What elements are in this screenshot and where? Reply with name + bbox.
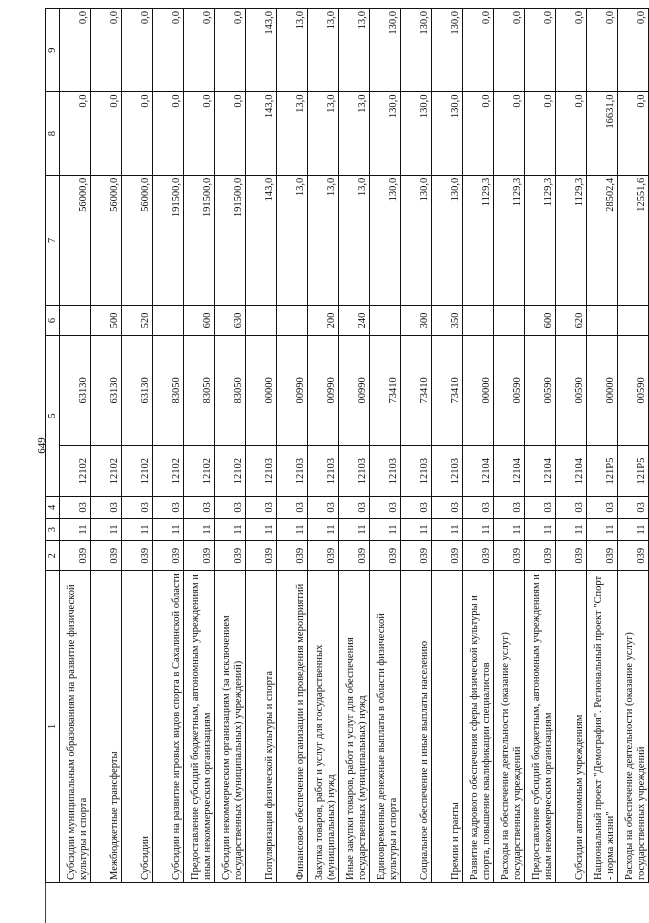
row-name: Популяризация физической культуры и спорта (246, 571, 277, 883)
amount-year-3: 0,0 (525, 9, 556, 92)
amount-year-2: 13,0 (277, 92, 308, 175)
amount-year-3: 0,0 (153, 9, 184, 92)
amount-year-1: 130,0 (401, 175, 432, 305)
code-expense-type (246, 306, 277, 336)
code-target-b: 00590 (525, 335, 556, 445)
code-target-a: 12103 (432, 446, 463, 497)
code-subsection: 03 (246, 497, 277, 519)
code-gov: 039 (587, 541, 618, 571)
amount-year-2: 130,0 (370, 92, 401, 175)
amount-year-3: 13,0 (339, 9, 370, 92)
code-target-b: 83050 (184, 335, 215, 445)
code-gov: 039 (339, 541, 370, 571)
code-gov: 039 (556, 541, 587, 571)
table-row (618, 9, 649, 883)
code-expense-type: 600 (525, 306, 556, 336)
code-target-a: 12102 (215, 446, 246, 497)
amount-year-1: 1129,3 (463, 175, 494, 305)
code-target-a: 12103 (370, 446, 401, 497)
code-section: 11 (122, 518, 153, 541)
code-subsection: 03 (463, 497, 494, 519)
code-target-b: 00990 (308, 335, 339, 445)
amount-year-1: 28502,4 (587, 175, 618, 305)
row-name: Субсидии автономным учреждениям (556, 571, 587, 883)
code-subsection: 03 (370, 497, 401, 519)
amount-year-3: 0,0 (556, 9, 587, 92)
row-name: Закупка товаров, работ и услуг для государственных (муниципальных) нужд (308, 571, 339, 883)
code-gov: 039 (91, 541, 122, 571)
code-section: 11 (246, 518, 277, 541)
row-name: Предоставление субсидий бюджетным, автономным учреждениям и иным некоммерческим организациям (184, 571, 215, 883)
code-expense-type: 200 (308, 306, 339, 336)
amount-year-3: 13,0 (277, 9, 308, 92)
amount-year-3: 0,0 (587, 9, 618, 92)
amount-year-3: 130,0 (370, 9, 401, 92)
code-gov: 039 (308, 541, 339, 571)
table-row (370, 9, 401, 883)
code-subsection: 03 (618, 497, 649, 519)
code-target-b: 83050 (215, 335, 246, 445)
amount-year-3: 0,0 (463, 9, 494, 92)
header-col-1: 1 (46, 571, 60, 883)
amount-year-3: 0,0 (91, 9, 122, 92)
code-target-b: 73410 (401, 335, 432, 445)
table-row (122, 9, 153, 883)
code-expense-type (463, 306, 494, 336)
code-target-b: 00000 (246, 335, 277, 445)
amount-year-1: 1129,3 (494, 175, 525, 305)
code-expense-type: 520 (122, 306, 153, 336)
code-subsection: 03 (308, 497, 339, 519)
code-expense-type: 300 (401, 306, 432, 336)
code-target-a: 12102 (122, 446, 153, 497)
amount-year-1: 1129,3 (556, 175, 587, 305)
code-target-a: 12103 (277, 446, 308, 497)
code-subsection: 03 (277, 497, 308, 519)
code-section: 11 (277, 518, 308, 541)
code-expense-type: 630 (215, 306, 246, 336)
amount-year-2: 0,0 (91, 92, 122, 175)
header-col-2: 2 (46, 541, 60, 571)
code-target-b: 00590 (494, 335, 525, 445)
budget-table (45, 8, 649, 883)
table-row (339, 9, 370, 883)
code-subsection: 03 (401, 497, 432, 519)
row-name: Межбюджетные трансферты (91, 571, 122, 883)
code-expense-type (60, 306, 91, 336)
amount-year-3: 0,0 (184, 9, 215, 92)
amount-year-2: 0,0 (153, 92, 184, 175)
amount-year-3: 0,0 (494, 9, 525, 92)
code-gov: 039 (153, 541, 184, 571)
code-target-b: 00590 (556, 335, 587, 445)
table-row (494, 9, 525, 883)
code-expense-type (618, 306, 649, 336)
row-name: Премии и гранты (432, 571, 463, 883)
code-target-a: 121P5 (618, 446, 649, 497)
code-expense-type: 350 (432, 306, 463, 336)
code-section: 11 (587, 518, 618, 541)
row-name: Субсидии некоммерческим организациям (за исключением государственных (муниципальных) учреждений) (215, 571, 246, 883)
amount-year-1: 191500,0 (215, 175, 246, 305)
table-row (277, 9, 308, 883)
code-target-b: 73410 (432, 335, 463, 445)
code-section: 11 (91, 518, 122, 541)
code-expense-type: 500 (91, 306, 122, 336)
amount-year-1: 56000,0 (122, 175, 153, 305)
code-expense-type (587, 306, 618, 336)
page-number: 649 (36, 437, 48, 454)
code-target-a: 12104 (494, 446, 525, 497)
code-target-b: 63130 (91, 335, 122, 445)
code-target-b: 00990 (277, 335, 308, 445)
code-section: 11 (463, 518, 494, 541)
code-gov: 039 (401, 541, 432, 571)
code-subsection: 03 (122, 497, 153, 519)
header-row (46, 9, 60, 883)
amount-year-2: 0,0 (525, 92, 556, 175)
code-subsection: 03 (60, 497, 91, 519)
table-row (215, 9, 246, 883)
amount-year-2: 16631,0 (587, 92, 618, 175)
code-target-a: 12104 (556, 446, 587, 497)
table-row (60, 9, 91, 883)
row-name: Расходы на обеспечение деятельности (оказание услуг) государственных учреждений (494, 571, 525, 883)
code-gov: 039 (122, 541, 153, 571)
row-name: Финансовое обеспечение организации и проведения мероприятий (277, 571, 308, 883)
amount-year-2: 0,0 (618, 92, 649, 175)
table-row (401, 9, 432, 883)
code-gov: 039 (246, 541, 277, 571)
code-section: 11 (525, 518, 556, 541)
table-row (463, 9, 494, 883)
code-gov: 039 (370, 541, 401, 571)
amount-year-2: 13,0 (339, 92, 370, 175)
code-expense-type (153, 306, 184, 336)
code-subsection: 03 (587, 497, 618, 519)
amount-year-1: 130,0 (370, 175, 401, 305)
code-gov: 039 (215, 541, 246, 571)
code-subsection: 03 (215, 497, 246, 519)
code-expense-type (277, 306, 308, 336)
code-subsection: 03 (184, 497, 215, 519)
code-target-b: 63130 (60, 335, 91, 445)
amount-year-1: 13,0 (308, 175, 339, 305)
amount-year-1: 13,0 (339, 175, 370, 305)
amount-year-1: 191500,0 (153, 175, 184, 305)
amount-year-3: 130,0 (401, 9, 432, 92)
amount-year-2: 130,0 (432, 92, 463, 175)
table-header (46, 9, 60, 883)
amount-year-3: 143,0 (246, 9, 277, 92)
code-expense-type (370, 306, 401, 336)
code-section: 11 (184, 518, 215, 541)
code-gov: 039 (525, 541, 556, 571)
code-target-b: 00990 (339, 335, 370, 445)
code-target-b: 00590 (618, 335, 649, 445)
row-name: Развитие кадрового обеспечения сферы физической культуры и спорта, повышение квалификации специалистов (463, 571, 494, 883)
amount-year-2: 13,0 (308, 92, 339, 175)
header-col-3: 3 (46, 518, 60, 541)
code-section: 11 (618, 518, 649, 541)
header-col-8: 8 (46, 92, 60, 175)
row-name: Субсидии на развитие игровых видов спорта в Сахалинской области (153, 571, 184, 883)
code-target-a: 12102 (153, 446, 184, 497)
code-subsection: 03 (432, 497, 463, 519)
code-section: 11 (215, 518, 246, 541)
amount-year-3: 13,0 (308, 9, 339, 92)
page-edge-line (45, 883, 46, 923)
row-name: Предоставление субсидий бюджетным, автономным учреждениям и иным некоммерческим организациям (525, 571, 556, 883)
code-section: 11 (370, 518, 401, 541)
code-target-a: 12103 (401, 446, 432, 497)
header-col-6: 6 (46, 306, 60, 336)
code-gov: 039 (494, 541, 525, 571)
code-target-b: 63130 (122, 335, 153, 445)
table-body (60, 9, 649, 883)
row-name: Субсидии муниципальным образованиям на развитие физической культуры и спорта (60, 571, 91, 883)
code-subsection: 03 (153, 497, 184, 519)
code-gov: 039 (60, 541, 91, 571)
row-name: Субсидии (122, 571, 153, 883)
code-target-a: 12103 (246, 446, 277, 497)
amount-year-1: 191500,0 (184, 175, 215, 305)
code-subsection: 03 (525, 497, 556, 519)
table-row (556, 9, 587, 883)
table-row (525, 9, 556, 883)
code-subsection: 03 (339, 497, 370, 519)
code-target-a: 12103 (308, 446, 339, 497)
table-row (246, 9, 277, 883)
table-row (432, 9, 463, 883)
code-section: 11 (60, 518, 91, 541)
amount-year-1: 130,0 (432, 175, 463, 305)
code-section: 11 (556, 518, 587, 541)
amount-year-2: 143,0 (246, 92, 277, 175)
rotated-page-content (32, 8, 647, 883)
code-target-a: 12104 (525, 446, 556, 497)
amount-year-3: 0,0 (60, 9, 91, 92)
amount-year-2: 0,0 (494, 92, 525, 175)
code-section: 11 (432, 518, 463, 541)
header-col-9: 9 (46, 9, 60, 92)
row-name: Социальное обеспечение и иные выплаты населению (401, 571, 432, 883)
code-target-a: 121P5 (587, 446, 618, 497)
amount-year-3: 0,0 (122, 9, 153, 92)
code-gov: 039 (618, 541, 649, 571)
code-expense-type (494, 306, 525, 336)
code-gov: 039 (463, 541, 494, 571)
code-gov: 039 (184, 541, 215, 571)
code-subsection: 03 (494, 497, 525, 519)
code-target-a: 12102 (60, 446, 91, 497)
code-target-b: 73410 (370, 335, 401, 445)
amount-year-3: 0,0 (618, 9, 649, 92)
code-target-b: 00000 (587, 335, 618, 445)
amount-year-3: 0,0 (215, 9, 246, 92)
row-name: Национальный проект "Демография". Региональный проект "Спорт - норма жизни" (587, 571, 618, 883)
amount-year-1: 1129,3 (525, 175, 556, 305)
code-target-b: 83050 (153, 335, 184, 445)
header-col-5: 5 (46, 335, 60, 496)
code-section: 11 (308, 518, 339, 541)
code-section: 11 (494, 518, 525, 541)
code-subsection: 03 (91, 497, 122, 519)
code-expense-type: 240 (339, 306, 370, 336)
code-target-b: 00000 (463, 335, 494, 445)
code-target-a: 12102 (184, 446, 215, 497)
code-subsection: 03 (556, 497, 587, 519)
amount-year-2: 0,0 (184, 92, 215, 175)
amount-year-2: 130,0 (401, 92, 432, 175)
header-col-4: 4 (46, 497, 60, 519)
amount-year-1: 56000,0 (91, 175, 122, 305)
amount-year-1: 56000,0 (60, 175, 91, 305)
amount-year-2: 0,0 (463, 92, 494, 175)
code-target-a: 12104 (463, 446, 494, 497)
amount-year-2: 0,0 (215, 92, 246, 175)
code-section: 11 (153, 518, 184, 541)
code-expense-type: 620 (556, 306, 587, 336)
code-gov: 039 (277, 541, 308, 571)
table-row (184, 9, 215, 883)
amount-year-1: 13,0 (277, 175, 308, 305)
table-row (153, 9, 184, 883)
code-target-a: 12103 (339, 446, 370, 497)
row-name: Единовременные денежные выплаты в области физической культуры и спорта (370, 571, 401, 883)
table-row (308, 9, 339, 883)
header-col-7: 7 (46, 175, 60, 305)
amount-year-1: 143,0 (246, 175, 277, 305)
amount-year-2: 0,0 (556, 92, 587, 175)
amount-year-1: 12551,6 (618, 175, 649, 305)
amount-year-3: 130,0 (432, 9, 463, 92)
table-row (91, 9, 122, 883)
row-name: Иные закупки товаров, работ и услуг для обеспечения государственных (муниципальных) нужд (339, 571, 370, 883)
amount-year-2: 0,0 (60, 92, 91, 175)
code-gov: 039 (432, 541, 463, 571)
code-target-a: 12102 (91, 446, 122, 497)
code-section: 11 (339, 518, 370, 541)
code-expense-type: 600 (184, 306, 215, 336)
row-name: Расходы на обеспечение деятельности (оказание услуг) государственных учреждений (618, 571, 649, 883)
table-row (587, 9, 618, 883)
code-section: 11 (401, 518, 432, 541)
amount-year-2: 0,0 (122, 92, 153, 175)
